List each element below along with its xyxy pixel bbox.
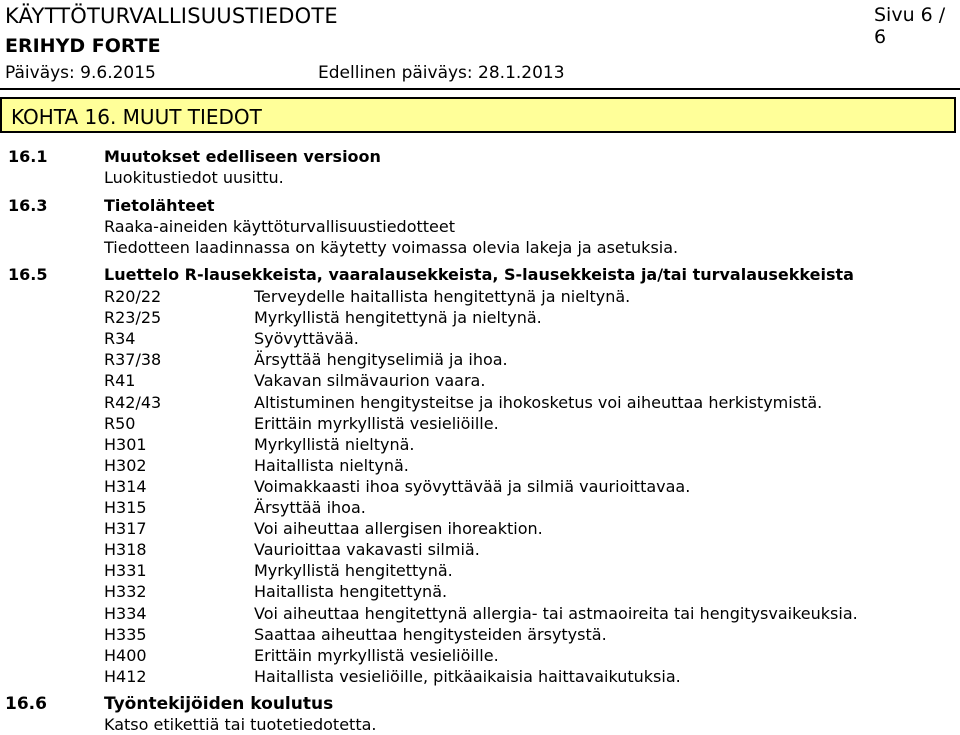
phrase-code: R20/22 — [104, 287, 162, 306]
subsection-number: 16.1 — [8, 147, 48, 166]
section-title: KOHTA 16. MUUT TIEDOT — [11, 105, 262, 129]
phrase-text: Myrkyllistä hengitettynä ja nieltynä. — [254, 308, 542, 328]
phrase-text: Voi aiheuttaa hengitettynä allergia- tai astmaoireita tai hengitysvaikeuksia. — [254, 603, 858, 623]
phrase-code: R23/25 — [104, 308, 162, 328]
phrase-text: Erittäin myrkyllistä vesieliöille. — [254, 645, 499, 665]
phrase-code: H331 — [104, 561, 147, 581]
phrase-code: R34 — [104, 329, 136, 349]
phrase-code: H314 — [104, 476, 147, 496]
previous-date: Edellinen päiväys: 28.1.2013 — [318, 63, 565, 83]
phrase-code: H315 — [104, 498, 147, 517]
product-name: ERIHYD FORTE — [5, 35, 161, 57]
document-title: KÄYTTÖTURVALLISUUSTIEDOTE — [5, 4, 338, 28]
subsection-text: Raaka-aineiden käyttöturvallisuustiedotteet — [104, 217, 456, 236]
phrase-text: Haitallista hengitettynä. — [254, 582, 448, 602]
phrase-text: Myrkyllistä hengitettynä. — [254, 561, 453, 581]
phrase-code: R37/38 — [104, 350, 162, 370]
phrase-text: Haitallista vesieliöille, pitkäaikaisia haittavaikutuksia. — [254, 666, 681, 686]
subsection-text: Tiedotteen laadinnassa on käytetty voimassa olevia lakeja ja asetuksia. — [104, 238, 679, 257]
subsection-number: 16.5 — [8, 265, 48, 284]
phrase-text: Voi aiheuttaa allergisen ihoreaktion. — [254, 519, 543, 539]
subsection-text: Luokitustiedot uusittu. — [104, 168, 284, 187]
subsection-title: Muutokset edelliseen versioon — [104, 147, 381, 166]
phrase-text: Myrkyllistä nieltynä. — [254, 434, 415, 454]
phrase-text: Voimakkaasti ihoa syövyttävää ja silmiä vaurioittavaa. — [254, 476, 691, 496]
phrase-code: H332 — [104, 582, 147, 602]
phrase-text: Erittäin myrkyllistä vesieliöille. — [254, 413, 499, 433]
phrase-text: Ärsyttää ihoa. — [254, 498, 366, 517]
phrase-code: R41 — [104, 371, 136, 391]
phrase-text: Altistuminen hengitysteitse ja ihokosketus voi aiheuttaa herkistymistä. — [254, 392, 823, 412]
subsection-title: Työntekijöiden koulutus — [104, 694, 334, 714]
phrase-code: R42/43 — [104, 392, 162, 412]
page-number: Sivu 6 / 6 — [874, 4, 946, 48]
subsection-number: 16.3 — [8, 196, 48, 215]
phrase-code: H400 — [104, 645, 147, 665]
phrase-code: H317 — [104, 519, 147, 539]
phrase-text: Ärsyttää hengityselimiä ja ihoa. — [254, 350, 508, 370]
subsection-title: Luettelo R-lausekkeista, vaaralausekkeista, S-lausekkeista ja/tai turvalausekkeista — [104, 265, 854, 284]
subsection-text: Katso etikettiä tai tuotetiedotetta. — [104, 715, 377, 734]
phrase-text: Vakavan silmävaurion vaara. — [254, 371, 486, 391]
phrase-code: H334 — [104, 603, 147, 623]
phrase-code: H302 — [104, 455, 147, 475]
header-divider — [0, 88, 960, 90]
phrase-text: Terveydelle haitallista hengitettynä ja nieltynä. — [254, 287, 631, 306]
phrase-text: Syövyttävää. — [254, 329, 359, 349]
phrase-text: Haitallista nieltynä. — [254, 455, 409, 475]
phrase-code: H412 — [104, 666, 147, 686]
phrase-text: Vaurioittaa vakavasti silmiä. — [254, 540, 480, 560]
phrase-text: Saattaa aiheuttaa hengitysteiden ärsytystä. — [254, 624, 607, 644]
phrase-code: H335 — [104, 624, 147, 644]
phrase-code: H318 — [104, 540, 147, 560]
phrase-code: R50 — [104, 413, 136, 433]
phrase-code: H301 — [104, 434, 147, 454]
subsection-number: 16.6 — [5, 694, 47, 714]
issue-date: Päiväys: 9.6.2015 — [5, 63, 156, 83]
section-heading-bar — [0, 97, 956, 133]
subsection-title: Tietolähteet — [104, 196, 215, 215]
